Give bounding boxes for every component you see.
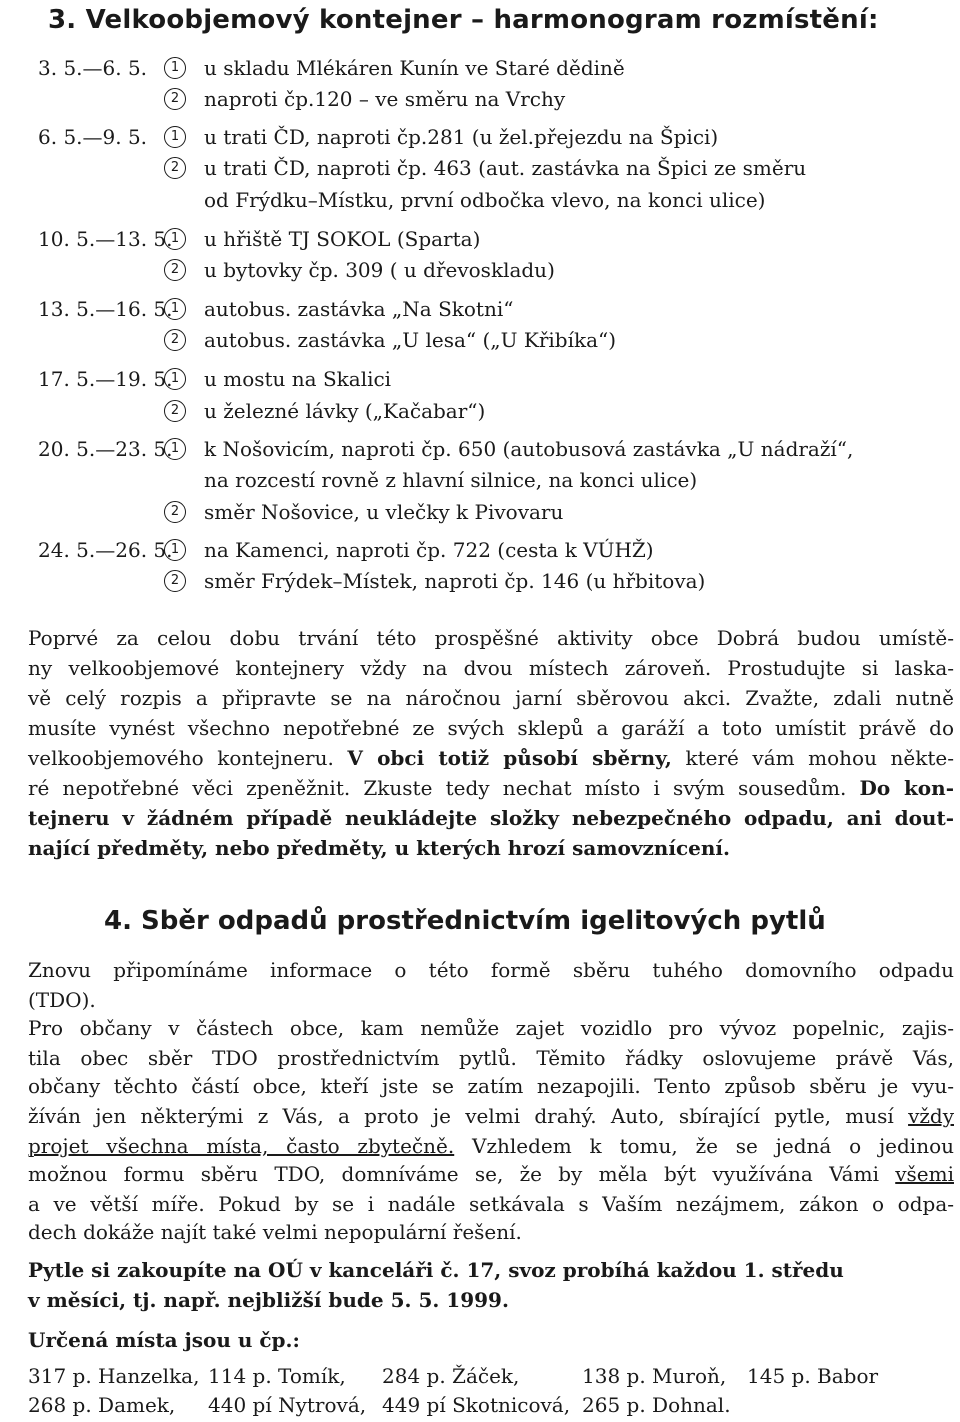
place-item: 268 p. Damek, bbox=[28, 1393, 176, 1417]
text-run: občany těchto částí obce, kteří jste se zatím nezapojili. Tento způsob sběru je vyu- bbox=[28, 1074, 954, 1098]
text-run: a ve větší míře. Pokud by se i nadále setkávala s Vaším nezájmem, zákon o odpa- bbox=[28, 1192, 954, 1216]
schedule-row bbox=[0, 396, 960, 426]
schedule-location: u trati ČD, naproti čp.281 (u žel.přejezdu na Špici) bbox=[204, 125, 719, 149]
place-item: 114 p. Tomík, bbox=[208, 1364, 346, 1388]
section-3-title: 3. Velkoobjemový kontejner – harmonogram rozmístění: bbox=[48, 5, 879, 35]
location-number-badge: 2 bbox=[164, 88, 186, 110]
schedule-row bbox=[0, 364, 960, 394]
schedule-row bbox=[0, 185, 960, 215]
schedule-date: 20. 5.—23. 5. bbox=[38, 437, 173, 461]
schedule-location: k Nošovicím, naproti čp. 650 (autobusová zastávka „U nádraží“, bbox=[204, 437, 854, 461]
place-item: 265 p. Dohnal. bbox=[582, 1393, 731, 1417]
location-number-badge: 1 bbox=[164, 539, 186, 561]
schedule-row bbox=[0, 224, 960, 254]
text-run: ré nepotřebné věci zpeněžnit. Zkuste tedy nechat místo i svým sousedům. bbox=[28, 776, 860, 800]
bold-text-run: nající předměty, nebo předměty, u kterých hrozí samovznícení. bbox=[28, 836, 730, 860]
schedule-date: 24. 5.—26. 5. bbox=[38, 538, 173, 562]
text-run: Vzhledem k tomu, že se jedná o jedinou bbox=[454, 1134, 955, 1158]
schedule-date: 17. 5.—19. 5. bbox=[38, 367, 173, 391]
schedule-row bbox=[0, 53, 960, 83]
text-run: Znovu připomínáme informace o této formě sběru tuhého domovního odpadu bbox=[28, 958, 954, 982]
underlined-text-run: projet všechna místa, často zbytečně. bbox=[28, 1134, 455, 1158]
text-line bbox=[28, 1159, 954, 1189]
location-number-badge: 2 bbox=[164, 501, 186, 523]
text-line bbox=[28, 683, 954, 713]
schedule-location: od Frýdku–Místku, první odbočka vlevo, na konci ulice) bbox=[204, 188, 766, 212]
text-line bbox=[28, 773, 954, 803]
schedule-row bbox=[0, 84, 960, 114]
purchase-line-2: v měsíci, tj. např. nejbližší bude 5. 5. 1999. bbox=[28, 1288, 509, 1312]
schedule-row bbox=[0, 294, 960, 324]
text-line bbox=[28, 1071, 954, 1101]
text-line bbox=[28, 1101, 954, 1131]
text-line bbox=[28, 1013, 954, 1043]
location-number-badge: 2 bbox=[164, 157, 186, 179]
schedule-location: u mostu na Skalici bbox=[204, 367, 392, 391]
schedule-location: u bytovky čp. 309 ( u dřevoskladu) bbox=[204, 258, 555, 282]
text-line bbox=[28, 1043, 954, 1073]
location-number-badge: 2 bbox=[164, 259, 186, 281]
text-run: musíte vynést všechno nepotřebné ze svých sklepů a garáží a toto umístit právě do bbox=[28, 716, 954, 740]
bold-text-run: tejneru v žádném případě neukládejte složky nebezpečného odpadu, ani dout- bbox=[28, 806, 954, 830]
schedule-row bbox=[0, 566, 960, 596]
bold-text-run: V obci totiž působí sběrny, bbox=[347, 746, 672, 770]
location-number-badge: 1 bbox=[164, 368, 186, 390]
text-line bbox=[28, 803, 954, 833]
text-line bbox=[28, 653, 954, 683]
schedule-location: u hřiště TJ SOKOL (Sparta) bbox=[204, 227, 481, 251]
text-run: dech dokáže najít také velmi nepopulární řešení. bbox=[28, 1220, 522, 1244]
text-run: možnou formu sběru TDO, domníváme se, že by měla být využívána Vámi bbox=[28, 1162, 896, 1186]
text-run: vě celý rozpis a připravte se na náročnou jarní sběrovou akci. Zvažte, zdali nutně bbox=[28, 686, 954, 710]
schedule-location: u skladu Mlékáren Kunín ve Staré dědině bbox=[204, 56, 625, 80]
place-item: 449 pí Skotnicová, bbox=[382, 1393, 571, 1417]
schedule-location: u železné lávky („Kačabar“) bbox=[204, 399, 486, 423]
text-run: Pro občany v částech obce, kam nemůže zajet vozidlo pro vývoz popelnic, zajis- bbox=[28, 1016, 954, 1040]
bold-text-run: Do kon- bbox=[859, 776, 954, 800]
location-number-badge: 1 bbox=[164, 298, 186, 320]
schedule-date: 6. 5.—9. 5. bbox=[38, 125, 148, 149]
place-item: 317 p. Hanzelka, bbox=[28, 1364, 200, 1388]
location-number-badge: 1 bbox=[164, 126, 186, 148]
purchase-line-1: Pytle si zakoupíte na OÚ v kanceláři č. 17, svoz probíhá každou 1. středu bbox=[28, 1258, 844, 1282]
schedule-location: na rozcestí rovně z hlavní silnice, na konci ulice) bbox=[204, 468, 698, 492]
schedule-location: směr Nošovice, u vlečky k Pivovaru bbox=[204, 500, 564, 524]
text-line bbox=[28, 623, 954, 653]
schedule-row bbox=[0, 325, 960, 355]
location-number-badge: 1 bbox=[164, 438, 186, 460]
text-run: velkoobjemového kontejneru. bbox=[28, 746, 348, 770]
location-number-badge: 2 bbox=[164, 329, 186, 351]
location-number-badge: 1 bbox=[164, 228, 186, 250]
text-run: (TDO). bbox=[28, 988, 96, 1012]
section-4-title: 4. Sběr odpadů prostřednictvím igelitových pytlů bbox=[104, 906, 826, 936]
underlined-text-run: všemi bbox=[895, 1162, 954, 1186]
text-line bbox=[28, 743, 954, 773]
place-item: 440 pí Nytrová, bbox=[208, 1393, 367, 1417]
schedule-date: 13. 5.—16. 5. bbox=[38, 297, 173, 321]
place-item: 145 p. Babor bbox=[747, 1364, 879, 1388]
schedule-location: směr Frýdek–Místek, naproti čp. 146 (u hřbitova) bbox=[204, 569, 706, 593]
location-number-badge: 1 bbox=[164, 57, 186, 79]
place-item: 138 p. Muroň, bbox=[582, 1364, 727, 1388]
schedule-row bbox=[0, 153, 960, 183]
text-line bbox=[28, 1217, 954, 1247]
schedule-location: na Kamenci, naproti čp. 722 (cesta k VÚHŽ) bbox=[204, 538, 654, 562]
text-line bbox=[28, 713, 954, 743]
schedule-location: u trati ČD, naproti čp. 463 (aut. zastávka na Špici ze směru bbox=[204, 156, 807, 180]
text-line bbox=[28, 833, 954, 863]
schedule-row bbox=[0, 434, 960, 464]
location-number-badge: 2 bbox=[164, 400, 186, 422]
place-item: 284 p. Žáček, bbox=[382, 1364, 520, 1388]
underlined-text-run: vždy bbox=[908, 1104, 954, 1128]
schedule-row bbox=[0, 535, 960, 565]
schedule-location: autobus. zastávka „Na Skotni“ bbox=[204, 297, 514, 321]
location-number-badge: 2 bbox=[164, 570, 186, 592]
text-line bbox=[28, 985, 954, 1015]
schedule-row bbox=[0, 255, 960, 285]
schedule-row bbox=[0, 497, 960, 527]
schedule-location: naproti čp.120 – ve směru na Vrchy bbox=[204, 87, 566, 111]
text-run: žíván jen některými z Vás, a proto je velmi drahý. Auto, sbírající pytle, musí bbox=[28, 1104, 909, 1128]
schedule-date: 10. 5.—13. 5. bbox=[38, 227, 173, 251]
text-run: které vám mohou někte- bbox=[671, 746, 955, 770]
text-line bbox=[28, 1189, 954, 1219]
places-heading: Určená místa jsou u čp.: bbox=[28, 1328, 300, 1352]
text-line bbox=[28, 955, 954, 985]
text-run: Poprvé za celou dobu trvání této prospěšné aktivity obce Dobrá budou umístě- bbox=[28, 626, 954, 650]
schedule-date: 3. 5.—6. 5. bbox=[38, 56, 148, 80]
schedule-location: autobus. zastávka „U lesa“ („U Křibíka“) bbox=[204, 328, 617, 352]
schedule-row bbox=[0, 465, 960, 495]
text-run: ny velkoobjemové kontejnery vždy na dvou místech zároveň. Prostudujte si laska- bbox=[28, 656, 954, 680]
text-line bbox=[28, 1131, 954, 1161]
text-run: tila obec sběr TDO prostřednictvím pytlů. Těmito řádky oslovujeme právě Vás, bbox=[28, 1046, 954, 1070]
schedule-row bbox=[0, 122, 960, 152]
